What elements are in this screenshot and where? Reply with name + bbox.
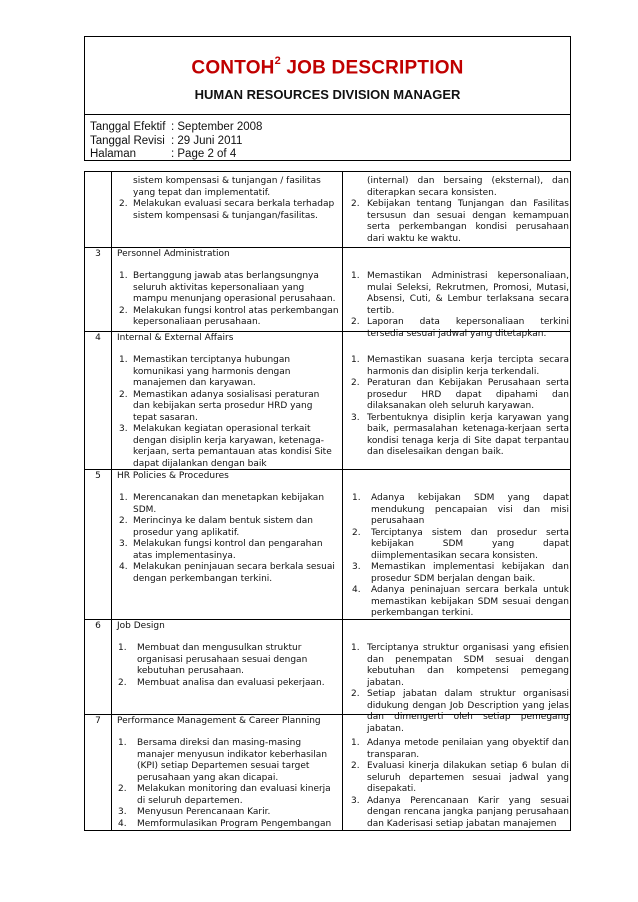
meta-effective-date [90, 121, 262, 135]
meta-label: Halaman [90, 148, 137, 160]
item-marker: 1. [119, 271, 128, 281]
item-marker: 2. [351, 317, 360, 327]
item-marker: 2. [118, 677, 127, 688]
list-item [115, 516, 339, 539]
item-text: Peraturan dan Kebijakan Perusahaan serta prosedur HRD dapat dipahami dan dilaksanakan oleh seluruh karyawan. [367, 378, 569, 411]
item-text: Terciptanya struktur organisasi yang efisien dan penempatan SDM sesuai dengan kebutuhan dan kompetensi pemegang jabatan. [367, 643, 569, 688]
list-item [349, 643, 569, 689]
title-part-1: CONTOH [191, 57, 275, 79]
row-divider [85, 714, 570, 715]
list-item [349, 585, 569, 620]
item-text: Adanya metode penilaian yang obyektif dan transparan. [367, 738, 569, 760]
item-text: Setiap jabatan dalam struktur organisasi didukung dengan Job Description yang jelas dan dimengerti oleh setiap pemegang jabatan. [367, 689, 569, 734]
item-text: Adanya kebijakan SDM yang dapat mendukung pencapaian visi dan misi perusahaan [371, 493, 569, 526]
section-responsibilities [115, 738, 339, 830]
item-marker: 3. [119, 424, 128, 434]
item-marker: 3. [119, 539, 128, 549]
section-indicators [349, 271, 569, 340]
item-marker: 2. [351, 199, 360, 209]
item-text: Bertanggung jawab atas berlangsungnya seluruh aktivitas kepersonaliaan yang mampu menunjang operasional perusahaan. [133, 271, 336, 304]
item-text: Memastikan suasana kerja tercipta secara harmonis dan disiplin kerja terkendali. [367, 355, 569, 377]
meta-page [90, 148, 262, 162]
meta-value: : September 2008 [171, 121, 263, 133]
continuation-indicators [349, 176, 569, 245]
item-text: sistem kompensasi & tunjangan / fasilitas yang tepat dan implementatif. [133, 176, 321, 198]
list-item [115, 643, 339, 678]
section-indicators [349, 643, 569, 735]
item-text: Menyusun Perencanaan Karir. [137, 807, 271, 817]
list-item [115, 271, 339, 306]
item-text: Melakukan fungsi kontrol dan pengarahan atas implementasinya. [133, 539, 323, 561]
section-heading: HR Policies & Procedures [117, 471, 229, 481]
item-marker: 1. [118, 643, 127, 653]
title-part-2: JOB DESCRIPTION [280, 57, 464, 79]
list-item [349, 761, 569, 796]
item-marker: 2. [351, 761, 360, 771]
item-marker: 1. [119, 355, 128, 365]
item-text: Terbentuknya disiplin kerja karyawan yang baik, permasalahan ketenaga-kerjaan serta kondisi tenaga kerja di Site dapat terpantau dan diselesaikan dengan baik. [367, 412, 569, 457]
list-item [349, 199, 569, 245]
row-divider [85, 247, 570, 248]
item-text: Merincinya ke dalam bentuk sistem dan prosedur yang aplikatif. [133, 516, 313, 538]
list-item [115, 539, 339, 562]
item-marker: 2. [352, 527, 361, 538]
section-number: 3 [95, 249, 101, 259]
document-subtitle: HUMAN RESOURCES DIVISION MANAGER [194, 87, 461, 102]
item-marker: 1. [118, 738, 127, 748]
column-divider-number [111, 172, 112, 830]
meta-value: : 29 Juni 2011 [171, 134, 243, 147]
list-item [115, 819, 339, 831]
item-marker: 1. [351, 738, 360, 748]
section-indicators [349, 355, 569, 459]
item-marker: 3. [351, 795, 360, 806]
item-marker: 4. [118, 818, 127, 829]
list-item [349, 176, 569, 199]
item-text: Memformulasikan Program Pengembangan [137, 818, 332, 829]
list-item [115, 493, 339, 516]
item-text: Bersama direksi dan masing-masing manajer menyusun indikator keberhasilan (KPI) setiap Departemen sesuai target perusahaan yang akan dicapai. [137, 738, 328, 783]
section-indicators [349, 738, 569, 830]
item-text: Melakukan evaluasi secara berkala terhadap sistem kompensasi & tunjangan/fasilitas. [133, 199, 335, 221]
row-divider [85, 331, 570, 332]
list-item [349, 378, 569, 413]
list-item [349, 413, 569, 459]
list-item [349, 271, 569, 317]
item-marker: 1. [351, 643, 360, 653]
item-marker: 2. [351, 689, 360, 699]
item-text: Kebijakan tentang Tunjangan dan Fasilitas tersusun dan sesuai dengan kemampuan serta perkembangan kondisi perusahaan dari waktu ke waktu. [367, 199, 569, 244]
document-meta [90, 121, 262, 162]
row-divider [85, 469, 570, 470]
item-marker: 3. [352, 562, 361, 572]
item-text: Membuat dan mengusulkan struktur organisasi perusahaan sesuai dengan kebutuhan perusahaan. [137, 643, 308, 676]
list-item [115, 306, 339, 329]
item-text: Melakukan monitoring dan evaluasi kinerja di seluruh departemen. [137, 784, 331, 806]
item-text: Adanya peninajuan sercara berkala untuk memastikan kebijakan SDM sesuai dengan perkembangan terkini. [371, 585, 569, 618]
item-marker: 2. [119, 516, 128, 526]
document-title [85, 57, 570, 79]
item-text: Memastikan terciptanya hubungan komunikasi yang harmonis dengan manajemen dan karyawan. [133, 355, 291, 388]
list-item [115, 807, 339, 819]
item-text: Melakukan fungsi kontrol atas perkembangan kepersonaliaan perusahaan. [133, 305, 339, 327]
section-responsibilities [115, 493, 339, 585]
item-text: (internal) dan bersaing (eksternal), dan diterapkan secara konsisten. [367, 176, 569, 198]
item-marker: 3. [351, 412, 360, 423]
item-marker: 1. [351, 271, 360, 281]
column-divider-middle [342, 172, 343, 830]
list-item [349, 528, 569, 563]
item-text: Evaluasi kinerja dilakukan setiap 6 bulan di seluruh departemen sesuai jadwal yang disepakati. [367, 761, 569, 794]
section-heading: Job Design [117, 621, 165, 631]
list-item [115, 390, 339, 425]
item-marker: 1. [351, 355, 360, 365]
list-item [115, 678, 339, 690]
section-heading: Internal & External Affairs [117, 333, 234, 343]
item-marker: 2. [119, 305, 128, 316]
item-marker: 4. [119, 562, 128, 572]
meta-label: Tanggal Revisi [90, 134, 165, 147]
list-item [349, 689, 569, 735]
item-marker: 4. [352, 585, 361, 595]
list-item [115, 424, 339, 470]
list-item [349, 493, 569, 528]
item-marker: 1. [119, 493, 128, 503]
section-indicators [349, 493, 569, 620]
section-heading: Performance Management & Career Planning [117, 716, 321, 726]
section-responsibilities [115, 355, 339, 470]
item-marker: 2. [118, 784, 127, 794]
item-text: Merencanakan dan menetapkan kebijakan SDM. [133, 493, 325, 515]
meta-label: Tanggal Efektif [90, 121, 166, 133]
list-item [115, 199, 339, 222]
section-number: 6 [95, 621, 101, 631]
item-marker: 1. [352, 493, 361, 503]
item-text: Laporan data kepersonaliaan terkini tersedia sesuai jadwal yang ditetapkan. [367, 317, 569, 339]
item-text: Adanya Perencanaan Karir yang sesuai dengan rencana jangka panjang perusahaan dan Kaderisasi setiap jabatan manajemen [367, 795, 569, 829]
item-text: Memastikan adanya sosialisasi peraturan dan kebijakan serta prosedur HRD yang tepat sasaran. [133, 389, 320, 423]
job-description-table [84, 171, 571, 831]
meta-value: : Page 2 of 4 [171, 148, 237, 160]
item-text: Melakukan kegiatan operasional terkait dengan disiplin kerja karyawan, ketenaga-kerjaan, serta pemantauan atas kondisi Site dapat dijalankan dengan baik [133, 424, 332, 469]
list-item [349, 796, 569, 831]
section-number: 4 [95, 333, 101, 343]
title-superscript: 2 [274, 55, 281, 67]
document-header [84, 36, 571, 161]
list-item [115, 176, 339, 199]
section-number: 5 [95, 471, 101, 481]
list-item [349, 738, 569, 761]
list-item [349, 562, 569, 585]
meta-revision-date [90, 135, 262, 149]
list-item [115, 784, 339, 807]
item-text: Memastikan Administrasi kepersonaliaan, mulai Seleksi, Rekrutmen, Promosi, Mutasi, Absensi, Cuti, & Lembur terlaksana secara tertib. [367, 271, 569, 316]
list-item [115, 562, 339, 585]
section-responsibilities [115, 643, 339, 689]
list-item [349, 355, 569, 378]
section-heading: Personnel Administration [117, 249, 230, 259]
list-item [115, 355, 339, 390]
header-divider [85, 114, 570, 115]
item-marker: 2. [351, 378, 360, 388]
item-text: Memastikan implementasi kebijakan dan prosedur SDM berjalan dengan baik. [371, 562, 569, 584]
item-marker: 3. [118, 807, 127, 817]
row-divider [85, 619, 570, 620]
item-text: Terciptanya sistem dan prosedur serta kebijakan SDM yang dapat diimplementasikan secara konsisten. [371, 527, 569, 561]
item-marker: 2. [119, 389, 128, 400]
continuation-responsibilities [115, 176, 339, 222]
list-item [115, 738, 339, 784]
section-number: 7 [95, 716, 101, 726]
item-text: Membuat analisa dan evaluasi pekerjaan. [137, 677, 325, 688]
item-marker: 2. [119, 199, 128, 209]
list-item [349, 317, 569, 340]
section-responsibilities [115, 271, 339, 329]
item-text: Melakukan peninjauan secara berkala sesuai dengan perkembangan terkini. [133, 562, 335, 584]
